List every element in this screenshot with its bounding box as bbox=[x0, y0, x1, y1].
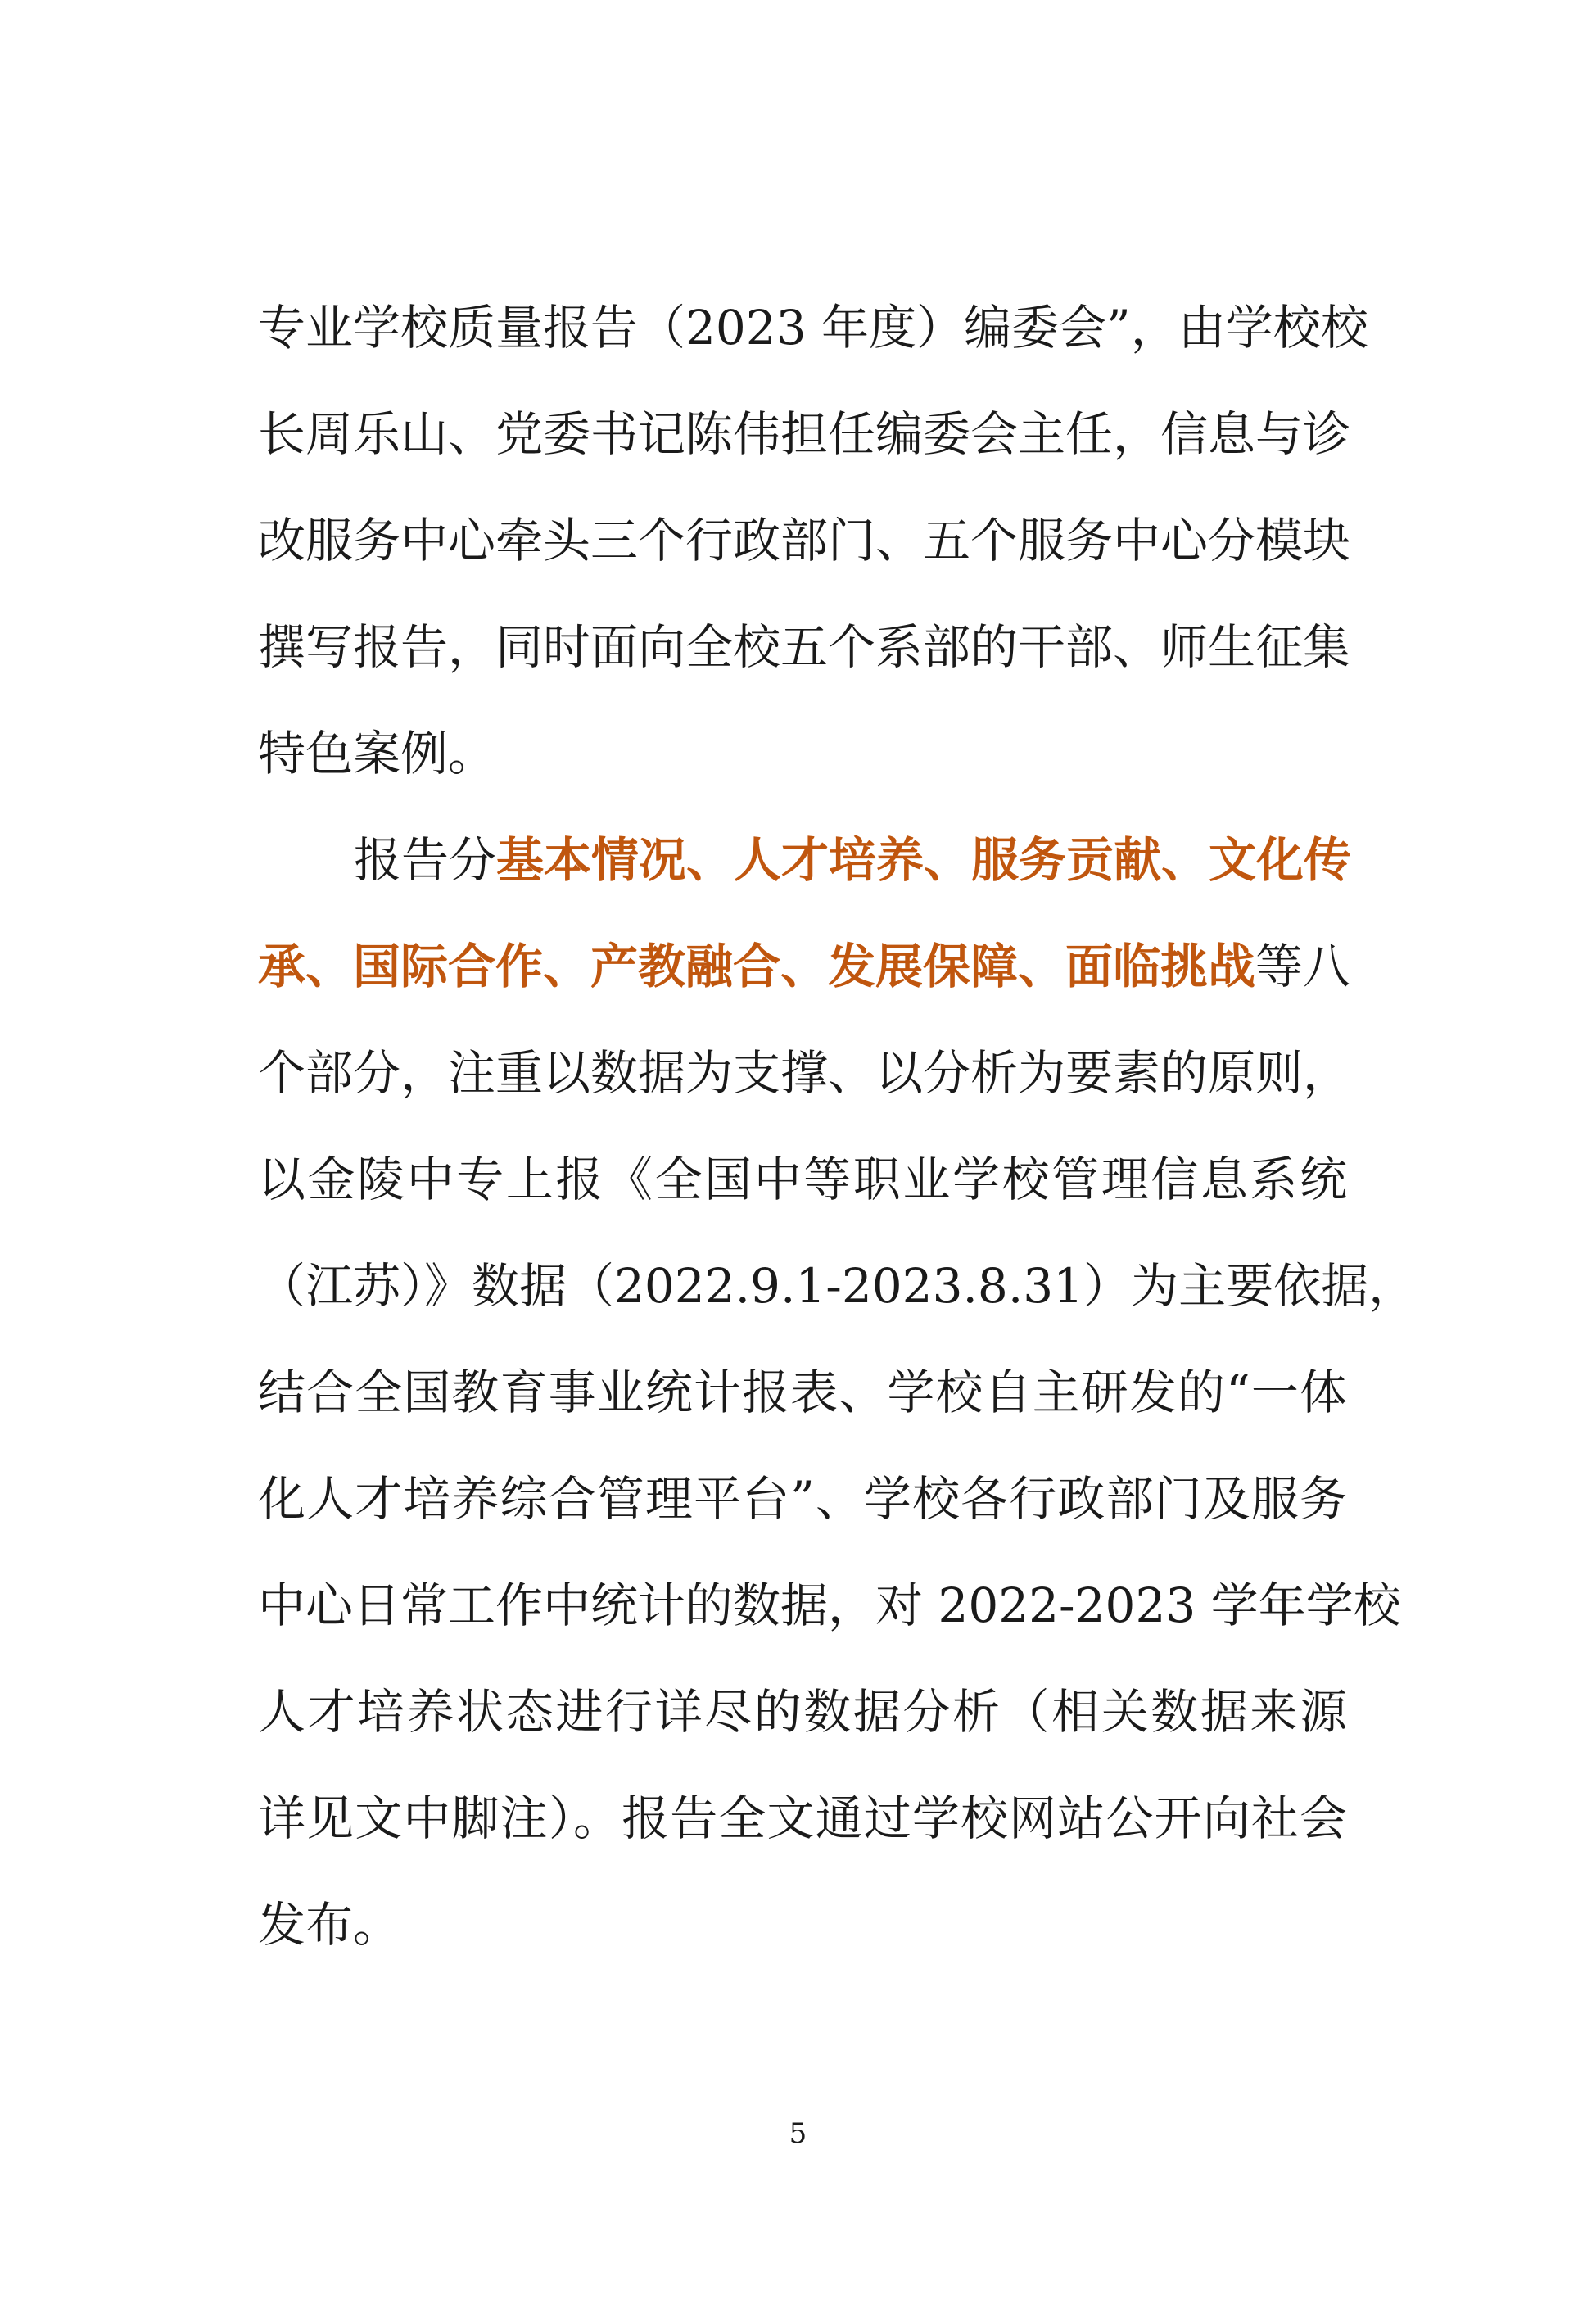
text-line: 撰写报告，同时面向全校五个系部的干部、师生征集 bbox=[258, 619, 1351, 675]
text-line: 结合全国教育事业统计报表、学校自主研发的“一体 bbox=[258, 1365, 1347, 1420]
text-line bbox=[258, 921, 1351, 1012]
highlighted-section-list: 基本情况、人才培养、服务贡献、文化传 bbox=[496, 832, 1352, 888]
highlighted-section-list: 承、国际合作、产教融合、发展保障、面临挑战 bbox=[258, 939, 1256, 994]
text-line: 中心日常工作中统计的数据，对 2022-2023 学年学校 bbox=[258, 1577, 1401, 1633]
page-number: 5 bbox=[789, 2117, 807, 2150]
text-line: 长周乐山、党委书记陈伟担任编委会主任，信息与诊 bbox=[258, 406, 1351, 462]
text-line: 发布。 bbox=[258, 1897, 401, 1953]
text-line: 化人才培养综合管理平台”、学校各行政部门及服务 bbox=[258, 1471, 1347, 1527]
text-line bbox=[354, 815, 1352, 905]
text-line: 人才培养状态进行详尽的数据分析（相关数据来源 bbox=[258, 1684, 1347, 1740]
text-line: 以金陵中专上报《全国中等职业学校管理信息系统 bbox=[258, 1152, 1347, 1207]
text-line: 详见文中脚注）。报告全文通过学校网站公开向社会 bbox=[258, 1790, 1347, 1846]
text-line: （江苏）》数据（2022.9.1-2023.8.31）为主要依据， bbox=[258, 1258, 1417, 1314]
text-span: 等八 bbox=[1255, 939, 1351, 994]
text-span: 报告分 bbox=[354, 832, 497, 888]
text-line: 改服务中心牵头三个行政部门、五个服务中心分模块 bbox=[258, 513, 1351, 568]
text-line: 特色案例。 bbox=[258, 726, 496, 781]
text-line: 个部分，注重以数据为支撑、以分析为要素的原则， bbox=[258, 1045, 1351, 1101]
text-line: 专业学校质量报告（2023 年度）编委会”，由学校校 bbox=[258, 300, 1368, 355]
